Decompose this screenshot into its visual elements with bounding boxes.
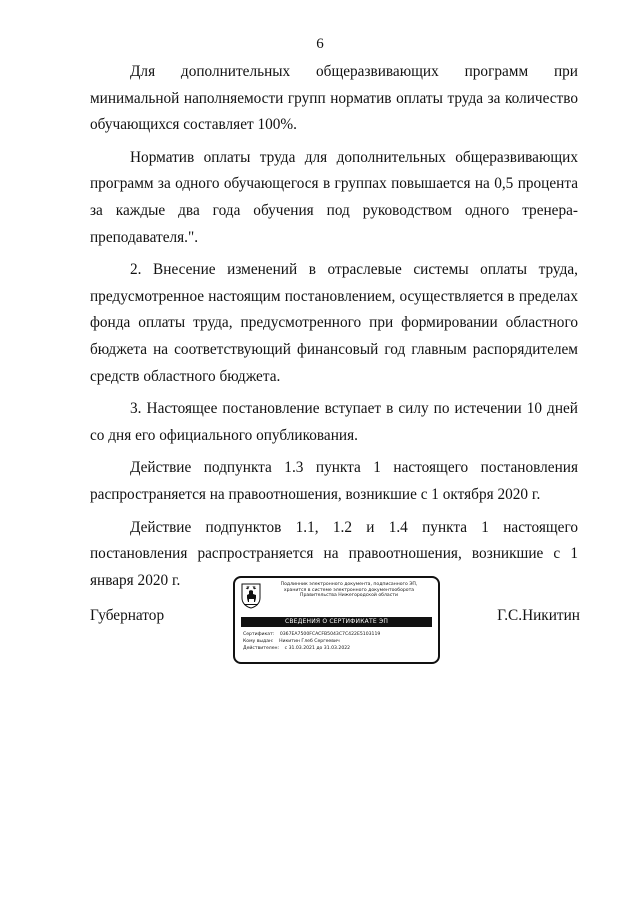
nizhny-novgorod-deer-emblem-icon bbox=[241, 583, 261, 609]
certificate-details bbox=[243, 631, 433, 652]
signatory-title: Губернатор bbox=[90, 607, 165, 624]
certificate-label: Сертификат: bbox=[243, 632, 275, 637]
issued-to-value: Никитин Глеб Сергеевич bbox=[279, 639, 340, 644]
paragraph-payment-increase: Норматив оплаты труда для дополнительных общеразвивающих программ за одного обучающегося в группах повышается на 0,5 процента за каждые два года обучения под руководством одного тренера-преподавателя.". bbox=[90, 148, 578, 246]
stamp-header-line: Подлинник электронного документа, подписанного ЭП, bbox=[280, 582, 418, 587]
stamp-header bbox=[263, 582, 435, 599]
stamp-header-line: Правительства Нижегородской области bbox=[300, 593, 398, 599]
issued-to-row bbox=[243, 638, 433, 645]
validity-label: Действителен: bbox=[243, 646, 280, 651]
page-number: 6 bbox=[316, 36, 324, 52]
paragraph-item-3: 3. Настоящее постановление вступает в силу по истечении 10 дней со дня его официального опубликования. bbox=[90, 400, 578, 444]
signatory-name: Г.С.Никитин bbox=[497, 607, 580, 624]
paragraph-minimum-occupancy: Для дополнительных общеразвивающих программ при минимальной наполняемости групп норматив оплаты труда за количество обучающихся составляет 100%. bbox=[90, 63, 578, 134]
validity-row bbox=[243, 645, 433, 652]
stamp-header-line: хранится в системе электронного документооборота bbox=[283, 587, 415, 593]
certificate-row bbox=[243, 631, 433, 638]
paragraph-subitems-1-1-1-2-1-4: Действие подпунктов 1.1, 1.2 и 1.4 пункта 1 настоящего постановления распространяется на правоотношения, возникшие с 1 января 2020 г. bbox=[90, 518, 578, 589]
document-body bbox=[90, 59, 578, 600]
issued-to-label: Кому выдан: bbox=[243, 639, 274, 644]
validity-value: с 31.03.2021 до 31.03.2022 bbox=[284, 646, 351, 651]
electronic-signature-stamp bbox=[233, 576, 440, 664]
paragraph-subitem-1-3: Действие подпункта 1.3 пункта 1 настоящего постановления распространяется на правоотношения, возникшие с 1 октября 2020 г. bbox=[90, 459, 578, 503]
paragraph-item-2: 2. Внесение изменений в отраслевые системы оплаты труда, предусмотренное настоящим постановлением, осуществляется в пределах фонда оплаты труда, предусмотренного при формировании областного бюджета на соответствующий финансовый год главным распорядителем средств областного бюджета. bbox=[90, 261, 578, 385]
stamp-banner: СВЕДЕНИЯ О СЕРТИФИКАТЕ ЭП bbox=[241, 617, 432, 627]
certificate-value: 0367EA7500FCACFB5043C7C422E5103119 bbox=[279, 632, 381, 637]
